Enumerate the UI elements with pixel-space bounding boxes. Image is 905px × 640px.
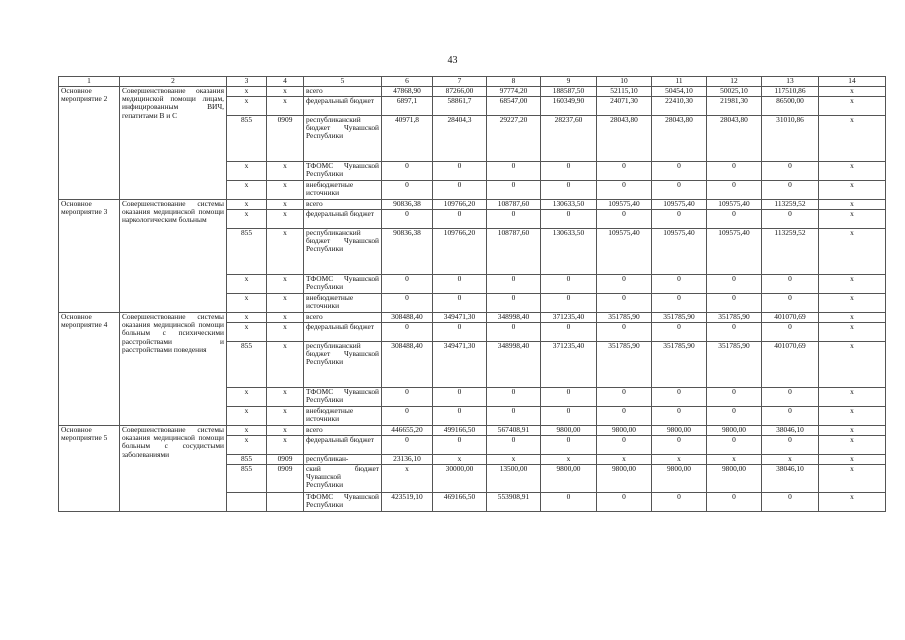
- funding-source: всего: [304, 87, 382, 97]
- amount-cell: 90836,38: [382, 200, 433, 210]
- amount-cell: 0: [487, 294, 541, 313]
- measure-name: Основное мероприятие 4: [59, 313, 120, 426]
- code-grbs: 855: [227, 229, 267, 275]
- code-section: x: [267, 323, 304, 342]
- code-grbs: x: [227, 426, 267, 436]
- funding-source: всего: [304, 426, 382, 436]
- funding-source: всего: [304, 200, 382, 210]
- amount-cell: 6897,1: [382, 97, 433, 116]
- amount-cell: 0: [382, 436, 433, 455]
- code-grbs: x: [227, 323, 267, 342]
- amount-cell: 28043,80: [707, 116, 762, 162]
- amount-cell: 0: [762, 162, 819, 181]
- amount-cell: 0: [433, 407, 487, 426]
- amount-cell: 52115,10: [597, 87, 652, 97]
- amount-cell: 0: [652, 294, 707, 313]
- amount-cell: 50454,10: [652, 87, 707, 97]
- code-section: x: [267, 313, 304, 323]
- amount-cell: 0: [433, 181, 487, 200]
- code-section: [267, 493, 304, 512]
- amount-cell: 30000,00: [433, 465, 487, 493]
- amount-cell: 351785,90: [652, 313, 707, 323]
- amount-cell: 401070,69: [762, 313, 819, 323]
- column-number-header: 9: [541, 77, 597, 87]
- code-grbs: x: [227, 436, 267, 455]
- amount-cell: 0: [762, 388, 819, 407]
- amount-cell: 0: [433, 323, 487, 342]
- amount-cell: 0: [382, 323, 433, 342]
- amount-cell: 348998,40: [487, 313, 541, 323]
- column-14-cell: x: [819, 323, 886, 342]
- column-14-cell: x: [819, 116, 886, 162]
- amount-cell: 0: [707, 436, 762, 455]
- amount-cell: 108787,60: [487, 229, 541, 275]
- code-grbs: x: [227, 407, 267, 426]
- amount-cell: 113259,52: [762, 200, 819, 210]
- amount-cell: 0: [382, 181, 433, 200]
- funding-source: ТФОМС Чувашской Республики: [304, 275, 382, 294]
- code-section: x: [267, 97, 304, 116]
- amount-cell: 0: [707, 407, 762, 426]
- amount-cell: 0: [487, 210, 541, 229]
- amount-cell: 87266,00: [433, 87, 487, 97]
- code-section: x: [267, 210, 304, 229]
- amount-cell: 351785,90: [707, 313, 762, 323]
- amount-cell: 349471,30: [433, 342, 487, 388]
- code-grbs: x: [227, 97, 267, 116]
- amount-cell: 0: [433, 275, 487, 294]
- code-grbs: x: [227, 210, 267, 229]
- amount-cell: 0: [541, 181, 597, 200]
- amount-cell: 113259,52: [762, 229, 819, 275]
- amount-cell: 0: [652, 407, 707, 426]
- amount-cell: 9800,00: [707, 426, 762, 436]
- amount-cell: x: [433, 455, 487, 465]
- column-number-header: 3: [227, 77, 267, 87]
- column-14-cell: x: [819, 465, 886, 493]
- amount-cell: 0: [382, 275, 433, 294]
- amount-cell: 109575,40: [597, 229, 652, 275]
- amount-cell: 0: [762, 181, 819, 200]
- amount-cell: 0: [762, 294, 819, 313]
- code-section: x: [267, 162, 304, 181]
- column-number-header: 4: [267, 77, 304, 87]
- funding-source: внебюджетные источники: [304, 407, 382, 426]
- amount-cell: 0: [597, 407, 652, 426]
- column-14-cell: x: [819, 210, 886, 229]
- funding-source: федеральный бюджет: [304, 323, 382, 342]
- amount-cell: 499166,50: [433, 426, 487, 436]
- amount-cell: 28404,3: [433, 116, 487, 162]
- table-row: [59, 200, 886, 210]
- code-section: x: [267, 294, 304, 313]
- funding-source: федеральный бюджет: [304, 210, 382, 229]
- amount-cell: 0: [597, 294, 652, 313]
- amount-cell: x: [707, 455, 762, 465]
- measure-description: Совершенствование системы оказания медицинской помощи больным с сосудистыми заболеваниями: [120, 426, 227, 512]
- code-grbs: x: [227, 87, 267, 97]
- amount-cell: 130633,50: [541, 200, 597, 210]
- amount-cell: 0: [433, 294, 487, 313]
- amount-cell: 0: [433, 436, 487, 455]
- amount-cell: 0: [382, 407, 433, 426]
- amount-cell: 108787,60: [487, 200, 541, 210]
- column-number-header: 8: [487, 77, 541, 87]
- code-section: x: [267, 342, 304, 388]
- column-number-header: 14: [819, 77, 886, 87]
- amount-cell: 9800,00: [541, 465, 597, 493]
- code-section: x: [267, 436, 304, 455]
- amount-cell: x: [382, 465, 433, 493]
- amount-cell: 0: [707, 493, 762, 512]
- code-grbs: x: [227, 162, 267, 181]
- amount-cell: 308488,40: [382, 313, 433, 323]
- amount-cell: 0: [652, 388, 707, 407]
- amount-cell: 0: [652, 181, 707, 200]
- amount-cell: 9800,00: [541, 426, 597, 436]
- column-number-header: 5: [304, 77, 382, 87]
- code-grbs: [227, 493, 267, 512]
- amount-cell: 38046,10: [762, 465, 819, 493]
- amount-cell: 351785,90: [597, 313, 652, 323]
- amount-cell: 0: [652, 210, 707, 229]
- amount-cell: 86500,00: [762, 97, 819, 116]
- column-14-cell: x: [819, 87, 886, 97]
- amount-cell: 0: [382, 210, 433, 229]
- amount-cell: 0: [487, 181, 541, 200]
- measure-name: Основное мероприятие 2: [59, 87, 120, 200]
- table-row: [59, 313, 886, 323]
- amount-cell: 0: [382, 388, 433, 407]
- funding-source: внебюджетные источники: [304, 181, 382, 200]
- amount-cell: 0: [382, 162, 433, 181]
- amount-cell: 0: [541, 210, 597, 229]
- amount-cell: 308488,40: [382, 342, 433, 388]
- amount-cell: 0: [652, 323, 707, 342]
- amount-cell: 348998,40: [487, 342, 541, 388]
- measure-description: Совершенствование оказания медицинской помощи лицам, инфицированным ВИЧ, гепатитами B и C: [120, 87, 227, 200]
- amount-cell: 28043,80: [652, 116, 707, 162]
- amount-cell: x: [762, 455, 819, 465]
- code-section: x: [267, 229, 304, 275]
- amount-cell: 29227,20: [487, 116, 541, 162]
- amount-cell: 0: [707, 181, 762, 200]
- amount-cell: 0: [707, 275, 762, 294]
- column-14-cell: x: [819, 181, 886, 200]
- funding-source: республиканский бюджет Чувашской Республики: [304, 116, 382, 162]
- amount-cell: 38046,10: [762, 426, 819, 436]
- amount-cell: 351785,90: [652, 342, 707, 388]
- amount-cell: 24071,30: [597, 97, 652, 116]
- amount-cell: 9800,00: [652, 426, 707, 436]
- column-number-header: 12: [707, 77, 762, 87]
- column-14-cell: x: [819, 97, 886, 116]
- code-grbs: 855: [227, 342, 267, 388]
- amount-cell: 0: [652, 436, 707, 455]
- amount-cell: 109575,40: [597, 200, 652, 210]
- code-grbs: x: [227, 313, 267, 323]
- amount-cell: 351785,90: [597, 342, 652, 388]
- amount-cell: 351785,90: [707, 342, 762, 388]
- funding-source: республиканский бюджет Чувашской Республики: [304, 229, 382, 275]
- code-section: 0909: [267, 116, 304, 162]
- amount-cell: x: [487, 455, 541, 465]
- funding-source: ТФОМС Чувашской Республики: [304, 388, 382, 407]
- measure-name: Основное мероприятие 3: [59, 200, 120, 313]
- amount-cell: 0: [597, 388, 652, 407]
- amount-cell: 0: [762, 407, 819, 426]
- amount-cell: 0: [487, 323, 541, 342]
- column-number-header: 2: [120, 77, 227, 87]
- amount-cell: 0: [541, 436, 597, 455]
- amount-cell: 109575,40: [652, 200, 707, 210]
- amount-cell: 109766,20: [433, 200, 487, 210]
- code-grbs: x: [227, 388, 267, 407]
- amount-cell: 0: [597, 162, 652, 181]
- column-14-cell: x: [819, 493, 886, 512]
- column-14-cell: x: [819, 455, 886, 465]
- amount-cell: 0: [541, 323, 597, 342]
- amount-cell: 0: [597, 493, 652, 512]
- amount-cell: 0: [541, 294, 597, 313]
- amount-cell: 0: [597, 210, 652, 229]
- column-14-cell: x: [819, 426, 886, 436]
- amount-cell: 28237,60: [541, 116, 597, 162]
- amount-cell: 0: [433, 388, 487, 407]
- amount-cell: 9800,00: [707, 465, 762, 493]
- column-14-cell: x: [819, 162, 886, 181]
- amount-cell: 446655,20: [382, 426, 433, 436]
- amount-cell: 0: [487, 388, 541, 407]
- column-14-cell: x: [819, 342, 886, 388]
- amount-cell: 68547,00: [487, 97, 541, 116]
- amount-cell: 109575,40: [652, 229, 707, 275]
- code-grbs: x: [227, 181, 267, 200]
- amount-cell: 23136,10: [382, 455, 433, 465]
- amount-cell: 0: [652, 493, 707, 512]
- amount-cell: 0: [762, 323, 819, 342]
- funding-source: ский бюджет Чувашской Республики: [304, 465, 382, 493]
- code-section: x: [267, 388, 304, 407]
- amount-cell: 0: [382, 294, 433, 313]
- code-grbs: x: [227, 275, 267, 294]
- amount-cell: 21981,30: [707, 97, 762, 116]
- amount-cell: 0: [707, 388, 762, 407]
- page-number: 43: [447, 55, 458, 66]
- amount-cell: 0: [487, 436, 541, 455]
- amount-cell: 0: [487, 275, 541, 294]
- amount-cell: 0: [597, 436, 652, 455]
- amount-cell: 0: [597, 323, 652, 342]
- amount-cell: x: [597, 455, 652, 465]
- funding-source: всего: [304, 313, 382, 323]
- column-number-header: 1: [59, 77, 120, 87]
- column-14-cell: x: [819, 275, 886, 294]
- amount-cell: 22410,30: [652, 97, 707, 116]
- amount-cell: 0: [762, 275, 819, 294]
- code-grbs: 855: [227, 455, 267, 465]
- amount-cell: 0: [707, 210, 762, 229]
- amount-cell: 423519,10: [382, 493, 433, 512]
- column-number-header: 10: [597, 77, 652, 87]
- amount-cell: 40971,8: [382, 116, 433, 162]
- column-number-header: 13: [762, 77, 819, 87]
- code-grbs: x: [227, 294, 267, 313]
- amount-cell: 0: [433, 162, 487, 181]
- amount-cell: 0: [433, 210, 487, 229]
- column-14-cell: x: [819, 200, 886, 210]
- code-section: x: [267, 181, 304, 200]
- measure-description: Совершенствование системы оказания медицинской помощи наркологическим больным: [120, 200, 227, 313]
- code-grbs: 855: [227, 465, 267, 493]
- amount-cell: 0: [541, 162, 597, 181]
- amount-cell: 13500,00: [487, 465, 541, 493]
- measure-description: Совершенствование системы оказания медицинской помощи больным с психическими расстройствами и расстройствами поведения: [120, 313, 227, 426]
- table-row: [59, 426, 886, 436]
- amount-cell: 0: [597, 181, 652, 200]
- code-grbs: 855: [227, 116, 267, 162]
- funding-source: ТФОМС Чувашской Республики: [304, 493, 382, 512]
- amount-cell: 28043,80: [597, 116, 652, 162]
- amount-cell: 109766,20: [433, 229, 487, 275]
- amount-cell: 0: [707, 162, 762, 181]
- code-section: x: [267, 87, 304, 97]
- amount-cell: 58861,7: [433, 97, 487, 116]
- amount-cell: 0: [597, 275, 652, 294]
- column-number-row: [59, 77, 886, 87]
- table-row: [59, 87, 886, 97]
- measure-name: Основное мероприятие 5: [59, 426, 120, 512]
- amount-cell: 188587,50: [541, 87, 597, 97]
- amount-cell: 567408,91: [487, 426, 541, 436]
- amount-cell: 109575,40: [707, 200, 762, 210]
- column-14-cell: x: [819, 229, 886, 275]
- funding-source: федеральный бюджет: [304, 436, 382, 455]
- amount-cell: 109575,40: [707, 229, 762, 275]
- amount-cell: 401070,69: [762, 342, 819, 388]
- column-number-header: 6: [382, 77, 433, 87]
- amount-cell: 0: [541, 407, 597, 426]
- funding-source: внебюджетные источники: [304, 294, 382, 313]
- amount-cell: 0: [762, 493, 819, 512]
- amount-cell: 47868,90: [382, 87, 433, 97]
- column-number-header: 11: [652, 77, 707, 87]
- amount-cell: 469166,50: [433, 493, 487, 512]
- code-section: x: [267, 200, 304, 210]
- funding-source: республиканский бюджет Чувашской Республики: [304, 342, 382, 388]
- funding-source: федеральный бюджет: [304, 97, 382, 116]
- amount-cell: 0: [541, 388, 597, 407]
- amount-cell: 90836,38: [382, 229, 433, 275]
- funding-source: республикан-: [304, 455, 382, 465]
- amount-cell: 0: [652, 275, 707, 294]
- code-grbs: x: [227, 200, 267, 210]
- column-14-cell: x: [819, 388, 886, 407]
- amount-cell: 0: [487, 162, 541, 181]
- amount-cell: 9800,00: [597, 426, 652, 436]
- amount-cell: 0: [541, 493, 597, 512]
- funding-table: [58, 76, 886, 512]
- amount-cell: x: [541, 455, 597, 465]
- amount-cell: 553908,91: [487, 493, 541, 512]
- code-section: x: [267, 426, 304, 436]
- column-14-cell: x: [819, 436, 886, 455]
- funding-source: ТФОМС Чувашской Республики: [304, 162, 382, 181]
- column-14-cell: x: [819, 407, 886, 426]
- amount-cell: 0: [762, 210, 819, 229]
- amount-cell: 0: [707, 294, 762, 313]
- amount-cell: 160349,90: [541, 97, 597, 116]
- code-section: 0909: [267, 455, 304, 465]
- column-14-cell: x: [819, 294, 886, 313]
- amount-cell: 117510,86: [762, 87, 819, 97]
- amount-cell: 9800,00: [597, 465, 652, 493]
- amount-cell: 0: [652, 162, 707, 181]
- amount-cell: 371235,40: [541, 313, 597, 323]
- column-number-header: 7: [433, 77, 487, 87]
- code-section: x: [267, 275, 304, 294]
- amount-cell: x: [652, 455, 707, 465]
- column-14-cell: x: [819, 313, 886, 323]
- amount-cell: 349471,30: [433, 313, 487, 323]
- code-section: 0909: [267, 465, 304, 493]
- amount-cell: 0: [541, 275, 597, 294]
- amount-cell: 371235,40: [541, 342, 597, 388]
- amount-cell: 130633,50: [541, 229, 597, 275]
- amount-cell: 0: [707, 323, 762, 342]
- amount-cell: 97774,20: [487, 87, 541, 97]
- amount-cell: 31010,86: [762, 116, 819, 162]
- code-section: x: [267, 407, 304, 426]
- amount-cell: 9800,00: [652, 465, 707, 493]
- amount-cell: 0: [487, 407, 541, 426]
- amount-cell: 50025,10: [707, 87, 762, 97]
- amount-cell: 0: [762, 436, 819, 455]
